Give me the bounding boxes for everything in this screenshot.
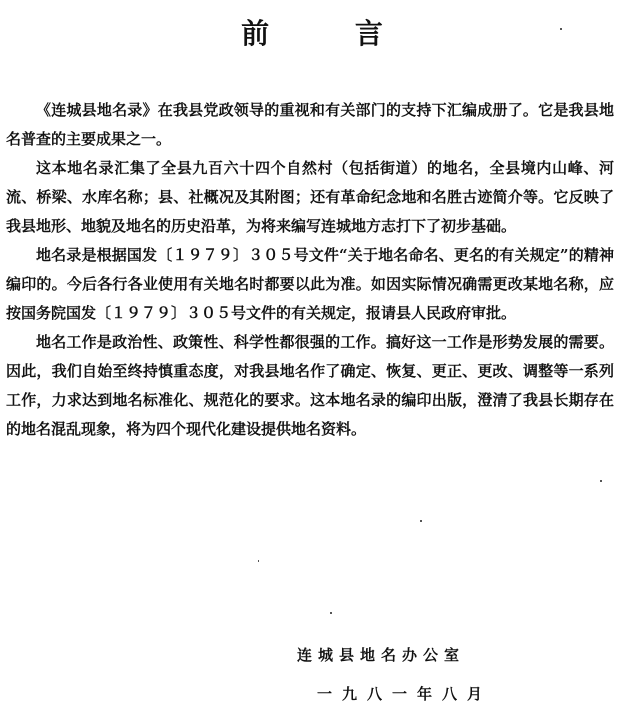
signature-date: 一九八一年八月: [317, 685, 493, 703]
scan-speck: [420, 520, 422, 522]
paragraph-4: 地名工作是政治性、政策性、科学性都很强的工作。搞好这一工作是形势发展的需要。因此，我们自始至终持慎重态度，对我县地名作了确定、恢复、更正、更改、调整等一系列工作，力求达到地名标准化、规范化的要求。这本地名录的编印出版，澄清了我县长期存在的地名混乱现象，将为四个现代化建设提供地名资料。: [6, 333, 614, 438]
preface-body: [6, 96, 614, 444]
scan-speck: [560, 28, 562, 30]
scan-speck: [600, 480, 602, 482]
page-title: 前 言: [241, 17, 421, 50]
paragraph-3: 地名录是根据国发〔１９７９〕３０５号文件“关于地名命名、更名的有关规定”的精神编印的。今后各行各业使用有关地名时都要以此为准。如因实际情况确需更改某地名称，应按国务院国发〔１９７９〕３０５号文件的有关规定，报请县人民政府审批。: [6, 246, 614, 322]
scan-speck: [258, 560, 259, 562]
scan-speck: [330, 612, 332, 614]
paragraph-1: 《连城县地名录》在我县党政领导的重视和有关部门的支持下汇编成册了。它是我县地名普查的主要成果之一。: [6, 101, 614, 148]
signature-office: 连城县地名办公室: [297, 646, 466, 664]
paragraph-2: 这本地名录汇集了全县九百六十四个自然村（包括街道）的地名，全县境内山峰、河流、桥梁、水库名称；县、社概况及其附图；还有革命纪念地和名胜古迹简介等。它反映了我县地形、地貌及地名的历史沿革，为将来编写连城地方志打下了初步基础。: [6, 159, 614, 235]
